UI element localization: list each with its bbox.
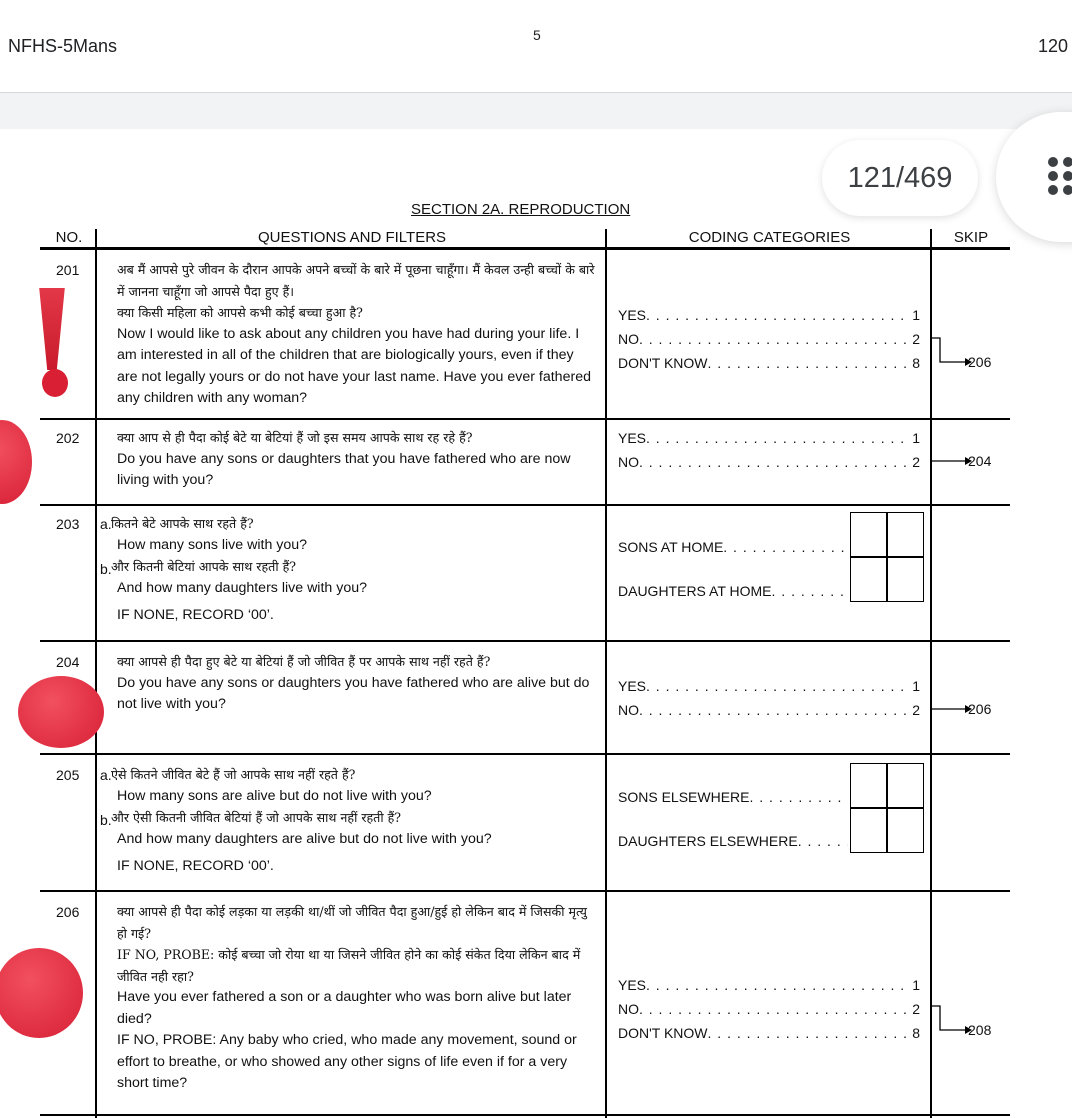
code-label: SONS ELSEWHERE xyxy=(618,789,750,805)
skip-target[interactable]: 206 xyxy=(968,354,992,370)
skip-target[interactable]: 208 xyxy=(968,1022,992,1038)
row-divider xyxy=(40,890,1010,892)
item-label: a. xyxy=(100,767,112,783)
marker-dot xyxy=(0,948,83,1038)
entry-boxes[interactable] xyxy=(850,763,924,853)
code-label: YES xyxy=(618,678,647,694)
hindi-text: अब मैं आपसे पुरे जीवन के दौरान आपके अपने बच्चों के बारे में पूछना चाहूँगा। मैं केवल उन्ही बच्चों के बारे में जानना चाहूँगा जो आपसे पैदा हुए हैं। xyxy=(117,262,595,299)
hindi-text: और कितनी बेटियां आपके साथ रहती हैं? xyxy=(111,559,297,574)
english-text: Have you ever fathered a son or a daughter who was born alive but later died? xyxy=(117,989,572,1027)
marker-dot xyxy=(18,676,104,748)
question-number: 202 xyxy=(56,430,80,446)
question-text xyxy=(117,259,597,410)
english-text: How many sons are alive but do not live with you? xyxy=(117,787,432,804)
code-value: 2 xyxy=(912,454,920,470)
item-label: b. xyxy=(100,812,112,828)
english-text: Do you have any sons or daughters that you have fathered who are now living with you? xyxy=(117,450,571,488)
toolbar-strip xyxy=(0,93,1072,129)
question-text xyxy=(117,651,597,716)
english-text: Do you have any sons or daughters you have fathered who are alive but do not live with you? xyxy=(117,674,590,712)
code-label: DAUGHTERS AT HOME xyxy=(618,583,772,599)
row-divider xyxy=(40,1114,1010,1116)
header-coding: CODING CATEGORIES xyxy=(688,229,851,246)
column-divider xyxy=(605,229,607,1118)
code-label: YES xyxy=(618,430,647,446)
code-label: SONS AT HOME xyxy=(618,539,724,555)
section-title: SECTION 2A. REPRODUCTION xyxy=(411,201,631,218)
skip-target[interactable]: 206 xyxy=(968,701,992,717)
document-title: NFHS-5Mans xyxy=(8,36,118,56)
coding-categories xyxy=(618,973,920,1045)
english-text: Now I would like to ask about any children you have had during your life. I am interested in all of the children that are biologically yours, even if they are not legally yours or do not have your last name. Have you ever fathered any children with any woman? xyxy=(117,325,591,406)
english-text: And how many daughters are alive but do not live with you? xyxy=(117,830,492,847)
english-text: And how many daughters live with you? xyxy=(117,579,367,596)
question-text xyxy=(117,427,597,492)
code-label: YES xyxy=(618,977,647,993)
question-number: 204 xyxy=(56,654,80,670)
question-number: 201 xyxy=(56,262,80,278)
code-value: 2 xyxy=(912,331,920,347)
exclamation-dot xyxy=(42,369,68,397)
app-bar xyxy=(0,0,1072,93)
code-value: 2 xyxy=(912,702,920,718)
question-number: 205 xyxy=(56,767,80,783)
question-text xyxy=(111,513,597,627)
hindi-text: IF NO, PROBE: कोई बच्चा जो रोया था या जिसने जीवित होने का कोई संकेत दिया लेकिन बाद में जीवित नही रहा? xyxy=(117,947,581,984)
hindi-text: क्या आपसे ही पैदा हुए बेटे या बेटियां हैं जो जीवित हैं पर आपके साथ नहीं रहते हैं? xyxy=(117,654,491,669)
marker-dot xyxy=(0,420,32,504)
coding-categories xyxy=(618,674,920,722)
code-label: DAUGHTERS ELSEWHERE xyxy=(618,833,798,849)
hindi-text: और ऐसी कितनी जीवित बेटियां हैं जो आपके साथ नहीं रहती हैं? xyxy=(111,810,402,825)
coding-categories xyxy=(618,426,920,474)
hindi-text: क्या आपसे ही पैदा कोई लड़का या लड़की था/थीं जो जीवित पैदा हुआ/हुई हो लेकिन बाद में जिसकी मृत्यु हो गई? xyxy=(117,904,587,941)
english-text: IF NO, PROBE: Any baby who cried, who made any movement, sound or effort to breathe, or who showed any other signs of life even if for a very short time? xyxy=(117,1032,577,1091)
header-questions: QUESTIONS AND FILTERS xyxy=(257,229,447,246)
row-divider xyxy=(40,753,1010,755)
code-value: 2 xyxy=(912,1001,920,1017)
hindi-text: क्या आप से ही पैदा कोई बेटे या बेटियां हैं जो इस समय आपके साथ रह रहे हैं? xyxy=(117,430,473,445)
column-divider xyxy=(95,229,97,1118)
english-text: How many sons live with you? xyxy=(117,536,308,553)
page-counter-pill[interactable]: 121/469 xyxy=(822,140,978,216)
skip-target[interactable]: 204 xyxy=(968,453,992,469)
header-skip: SKIP xyxy=(953,229,989,246)
instruction-text: IF NONE, RECORD ‘00’. xyxy=(117,858,274,874)
hindi-text: ऐसे कितने जीवित बेटे हैं जो आपके साथ नहीं रहते हैं? xyxy=(111,767,356,782)
code-value: 1 xyxy=(912,678,920,694)
code-value: 8 xyxy=(912,1025,920,1041)
code-label: DON'T KNOW xyxy=(618,355,708,371)
entry-boxes[interactable] xyxy=(850,512,924,602)
row-divider xyxy=(40,640,1010,642)
row-divider xyxy=(40,418,1010,420)
coding-categories xyxy=(618,535,848,603)
question-text xyxy=(111,764,597,878)
coding-categories xyxy=(618,785,848,853)
code-value: 8 xyxy=(912,355,920,371)
hindi-text: क्या किसी महिला को आपसे कभी कोई बच्चा हुआ है? xyxy=(117,305,363,320)
question-text xyxy=(117,901,595,1095)
item-label: a. xyxy=(100,516,112,532)
row-divider xyxy=(40,504,1010,506)
code-label: YES xyxy=(618,307,647,323)
apps-grid-icon[interactable] xyxy=(1048,157,1072,195)
header-rule xyxy=(40,247,1010,250)
page-count: 120 xyxy=(1037,36,1068,56)
code-label: NO xyxy=(618,702,639,718)
exclamation-icon xyxy=(36,288,68,370)
code-value: 1 xyxy=(912,430,920,446)
code-label: NO xyxy=(618,1001,639,1017)
coding-categories xyxy=(618,303,920,375)
item-label: b. xyxy=(100,561,112,577)
header-no: NO. xyxy=(55,229,83,246)
code-value: 1 xyxy=(912,977,920,993)
instruction-text: IF NONE, RECORD ‘00’. xyxy=(117,607,274,623)
question-number: 203 xyxy=(56,516,80,532)
hindi-text: कितने बेटे आपके साथ रहते हैं? xyxy=(111,516,254,531)
page-label: 5 xyxy=(533,27,541,43)
code-label: NO xyxy=(618,331,639,347)
code-label: NO xyxy=(618,454,639,470)
code-value: 1 xyxy=(912,307,920,323)
code-label: DON'T KNOW xyxy=(618,1025,708,1041)
question-number: 206 xyxy=(56,904,80,920)
